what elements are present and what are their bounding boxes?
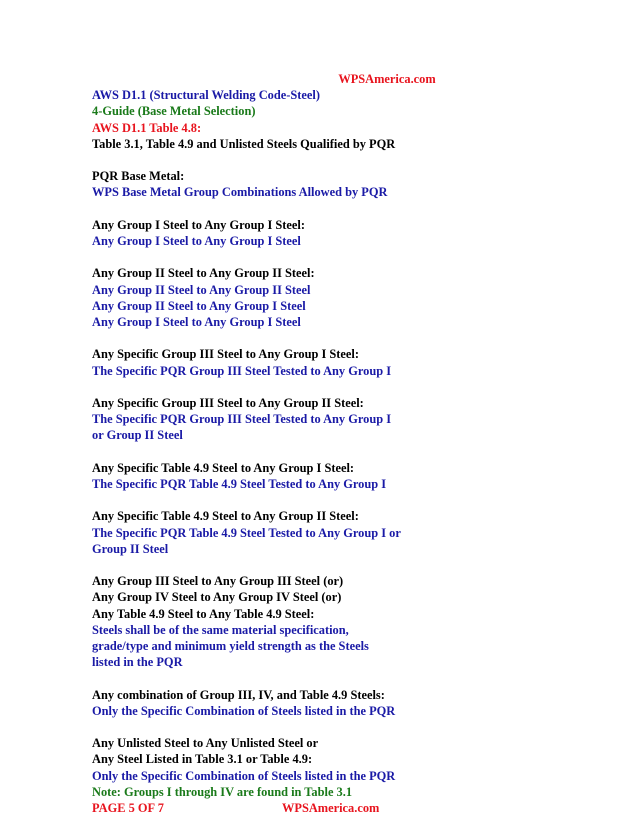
wps-allowed-line: The Specific PQR Group III Steel Tested to Any Group I (92, 412, 392, 427)
spacer (92, 444, 572, 460)
wps-allowed-line: Group II Steel (92, 541, 169, 556)
pqr-combination-line: Any Unlisted Steel to Any Unlisted Steel or (92, 736, 319, 751)
wps-combinations-label: WPS Base Metal Group Combinations Allowed by PQR (92, 185, 388, 200)
section-block (92, 346, 572, 378)
code-title: AWS D1.1 (Structural Welding Code-Steel) (92, 88, 320, 103)
wps-allowed-line: Any Group II Steel to Any Group I Steel (92, 298, 306, 313)
pqr-combination-line: Any Group I Steel to Any Group I Steel: (92, 217, 305, 232)
spacer (92, 330, 572, 346)
footer-site-link[interactable]: WPSAmerica.com (282, 800, 380, 815)
wps-allowed-line: Only the Specific Combination of Steels listed in the PQR (92, 768, 396, 783)
pqr-base-metal-label: PQR Base Metal: (92, 169, 185, 184)
spacer (92, 670, 572, 686)
wps-allowed-line: The Specific PQR Table 4.9 Steel Tested to Any Group I or (92, 525, 401, 540)
pqr-combination-line: Any Group III Steel to Any Group III Steel (or) (92, 574, 344, 589)
pqr-combination-line: Any Steel Listed in Table 3.1 or Table 4.9: (92, 752, 313, 767)
sections-list (92, 201, 572, 800)
spacer (92, 201, 572, 217)
table-description: Table 3.1, Table 4.9 and Unlisted Steels Qualified by PQR (92, 136, 396, 151)
spacer (92, 379, 572, 395)
guide-title: 4-Guide (Base Metal Selection) (92, 104, 256, 119)
section-block (92, 460, 572, 492)
section-block (92, 735, 572, 800)
pqr-combination-line: Any Group II Steel to Any Group II Steel: (92, 266, 315, 281)
spacer (92, 557, 572, 573)
page-number: PAGE 5 OF 7 (92, 800, 164, 815)
wps-allowed-line: Any Group II Steel to Any Group II Steel (92, 282, 311, 297)
wps-allowed-line: Any Group I Steel to Any Group I Steel (92, 234, 301, 248)
wps-allowed-line: The Specific PQR Table 4.9 Steel Tested to Any Group I (92, 476, 387, 491)
wps-allowed-line: or Group II Steel (92, 428, 183, 443)
wps-allowed-line: grade/type and minimum yield strength as the Steels (92, 638, 369, 653)
section-block (92, 508, 572, 557)
spacer (92, 492, 572, 508)
pqr-combination-line: Any Specific Group III Steel to Any Group I Steel: (92, 347, 359, 362)
pqr-combination-line: Any Table 4.9 Steel to Any Table 4.9 Steel: (92, 606, 315, 621)
pqr-combination-line: Any Specific Group III Steel to Any Group II Steel: (92, 395, 364, 410)
pqr-combination-line: Any Specific Table 4.9 Steel to Any Group II Steel: (92, 509, 359, 524)
spacer (92, 152, 572, 168)
page-footer (92, 800, 572, 816)
groups-note: Note: Groups I through IV are found in Table 3.1 (92, 784, 353, 799)
section-block (92, 573, 572, 670)
spacer (92, 249, 572, 265)
pqr-combination-line: Any Group IV Steel to Any Group IV Steel (or) (92, 590, 342, 605)
wps-allowed-line: Steels shall be of the same material specification, (92, 622, 349, 637)
section-block (92, 217, 572, 249)
spacer (92, 719, 572, 735)
section-block (92, 687, 572, 719)
header-site-link[interactable]: WPSAmerica.com (338, 72, 436, 86)
section-block (92, 395, 572, 444)
pqr-combination-line: Any Specific Table 4.9 Steel to Any Group I Steel: (92, 460, 355, 475)
wps-allowed-line: The Specific PQR Group III Steel Tested to Any Group I (92, 363, 392, 378)
pqr-combination-line: Any combination of Group III, IV, and Table 4.9 Steels: (92, 687, 385, 702)
wps-allowed-line: Any Group I Steel to Any Group I Steel (92, 315, 301, 329)
document-page (92, 71, 572, 816)
wps-allowed-line: Only the Specific Combination of Steels listed in the PQR (92, 703, 396, 718)
table-reference: AWS D1.1 Table 4.8: (92, 120, 202, 135)
wps-allowed-line: listed in the PQR (92, 655, 183, 670)
section-block (92, 265, 572, 330)
